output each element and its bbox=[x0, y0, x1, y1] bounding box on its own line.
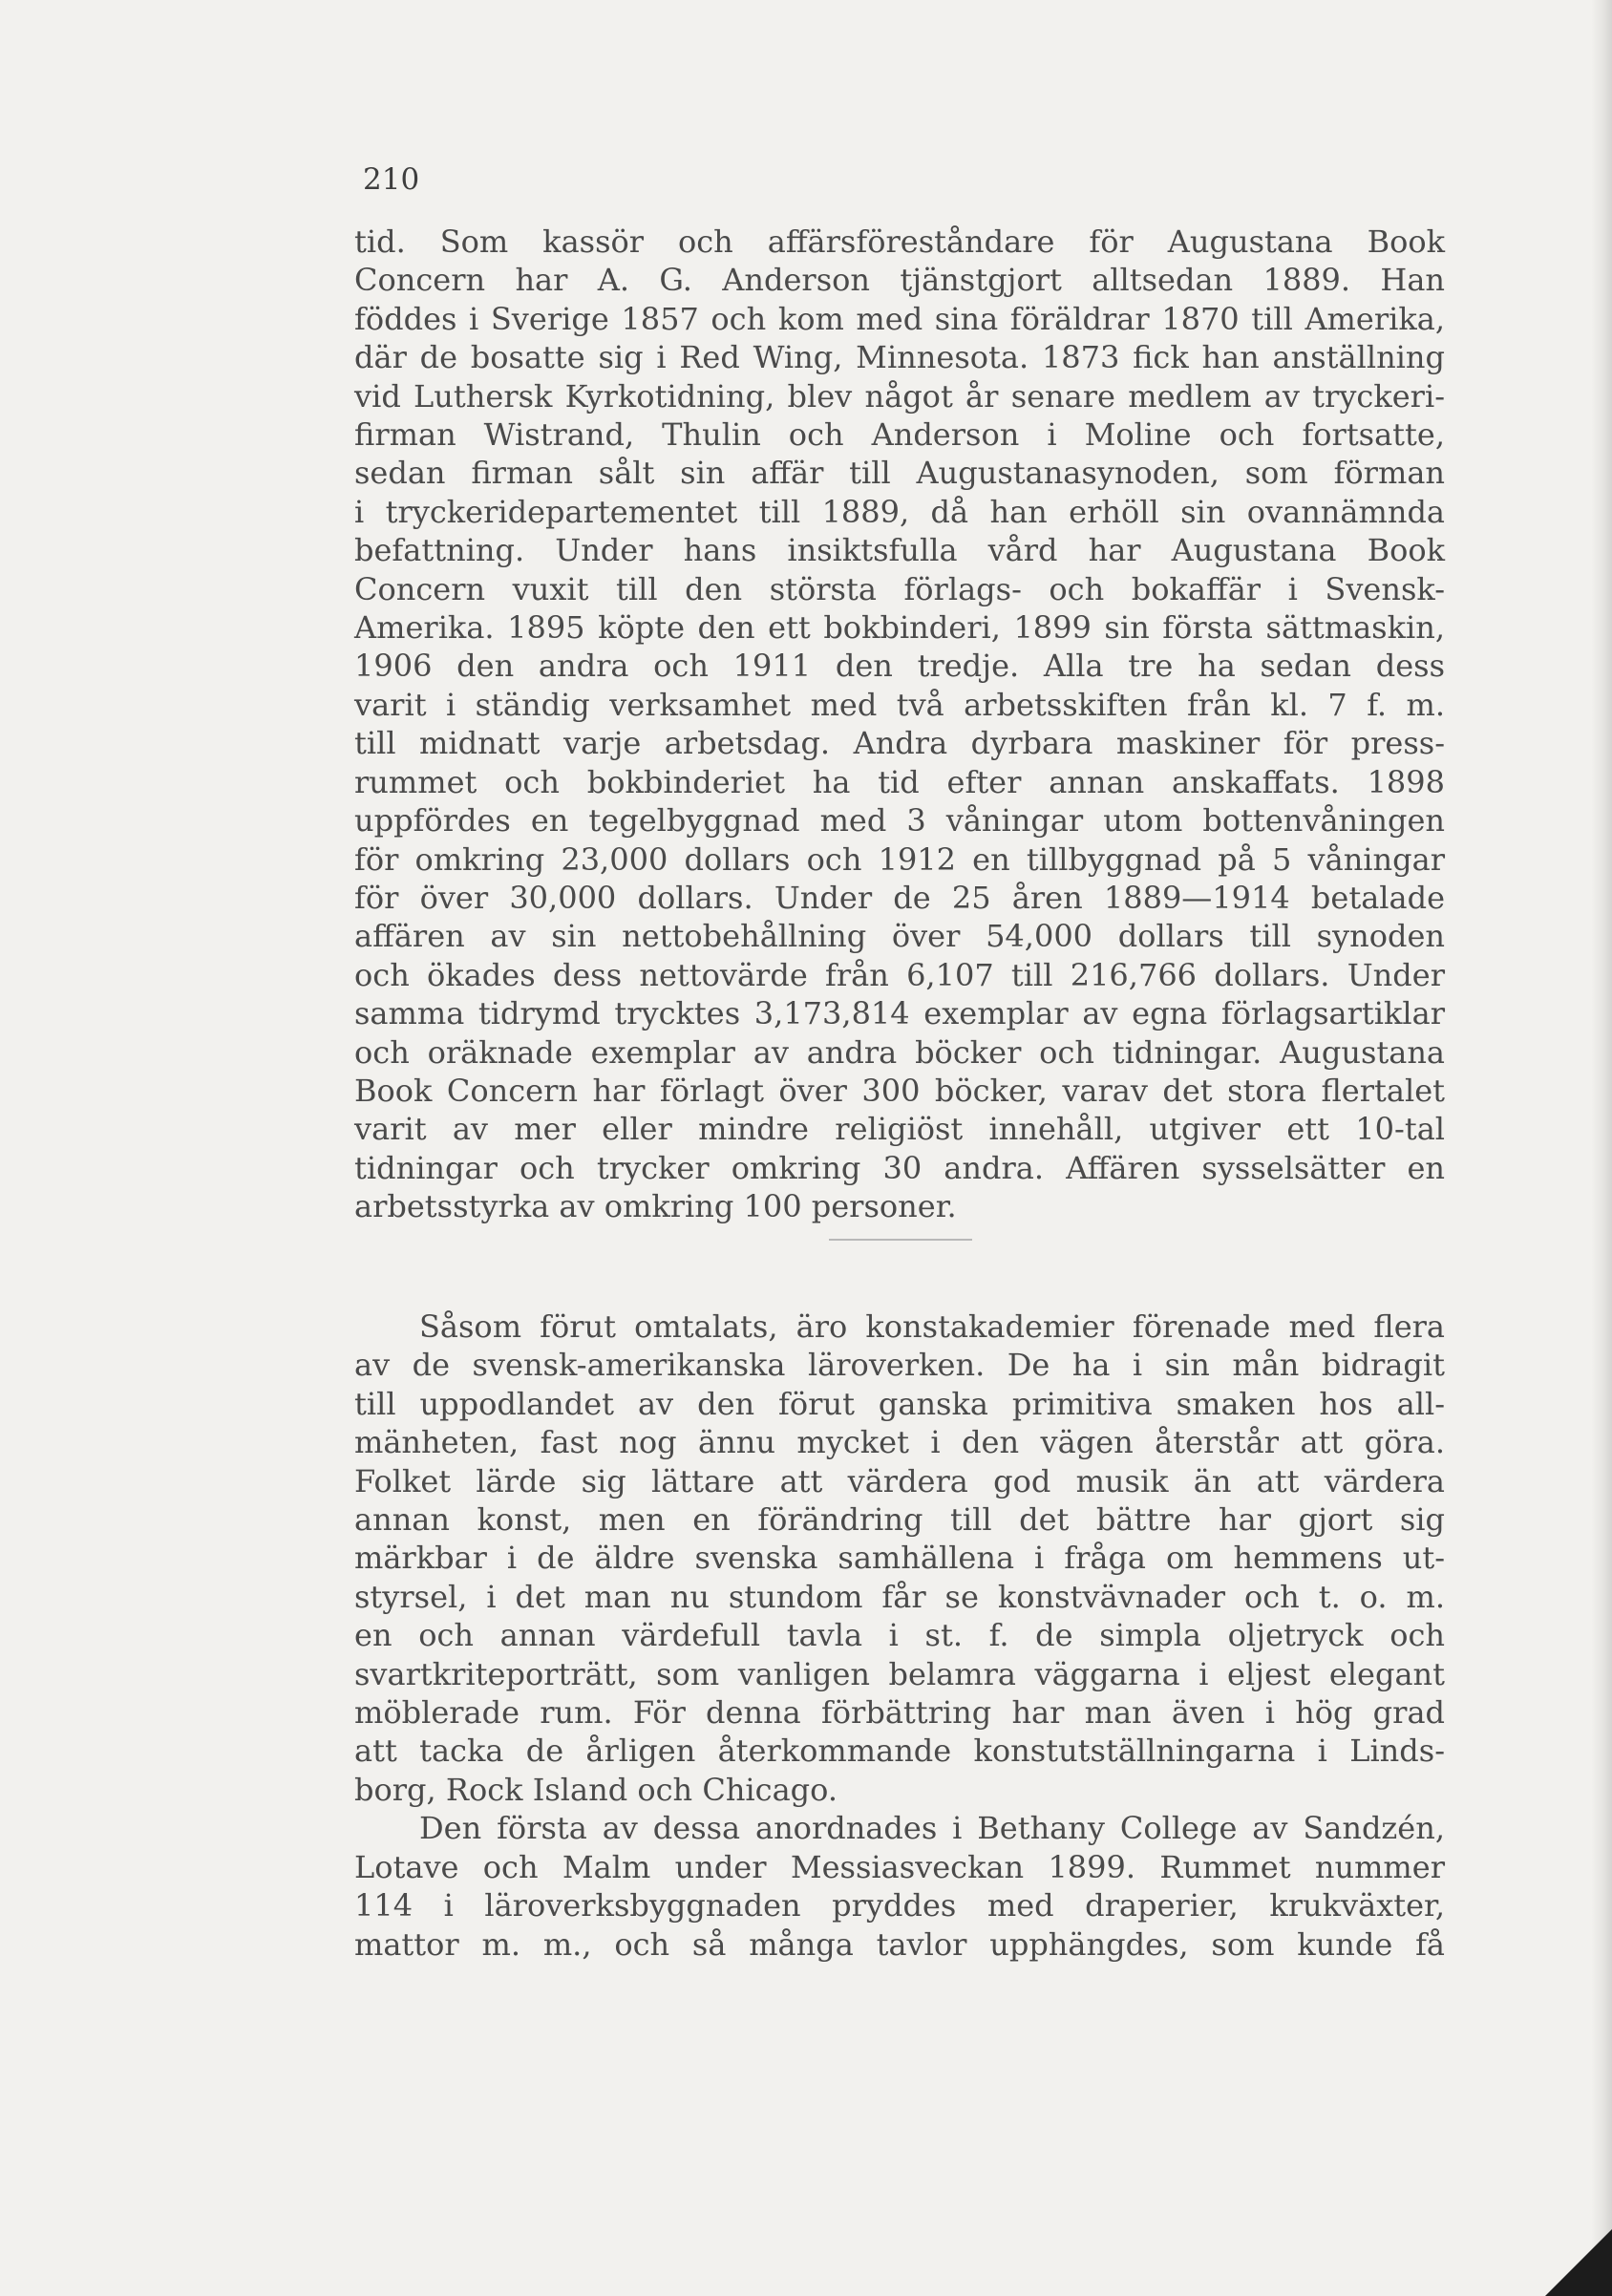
text-line: rummet och bokbinderiet ha tid efter annan anskaffats. 1898 bbox=[354, 763, 1445, 800]
text-line: mattor m. m., och så många tavlor upphängdes, som kunde få bbox=[354, 1925, 1445, 1963]
page-corner-mark bbox=[1545, 2229, 1612, 2296]
page-number: 210 bbox=[363, 162, 420, 197]
text-line: till midnatt varje arbetsdag. Andra dyrbara maskiner för press- bbox=[354, 725, 1445, 762]
text-line: uppfördes en tegelbyggnad med 3 våningar utom bottenvåningen bbox=[354, 802, 1445, 840]
text-line: varit av mer eller mindre religiöst innehåll, utgiver ett 10-tal bbox=[354, 1111, 1445, 1148]
text-line: föddes i Sverige 1857 och kom med sina föräldrar 1870 till Amerika, bbox=[354, 300, 1445, 337]
text-line: varit i ständig verksamhet med två arbetsskiften från kl. 7 f. m. bbox=[354, 686, 1445, 723]
text-line: styrsel, i det man nu stundom får se konstvävnader och t. o. m. bbox=[354, 1578, 1445, 1615]
page-edge-shadow bbox=[1591, 0, 1612, 2296]
text-line: Book Concern har förlagt över 300 böcker, varav det stora flertalet bbox=[354, 1072, 1445, 1109]
text-line: för omkring 23,000 dollars och 1912 en tillbyggnad på 5 våningar bbox=[354, 840, 1445, 878]
text-line: märkbar i de äldre svenska samhällena i fråga om hemmens ut- bbox=[354, 1540, 1445, 1577]
text-line: Amerika. 1895 köpte den ett bokbinderi, 1899 sin första sättmaskin, bbox=[354, 609, 1445, 647]
text-line: en och annan värdefull tavla i st. f. de simpla oljetryck och bbox=[354, 1617, 1445, 1654]
paragraph-book-concern bbox=[354, 223, 1445, 1226]
text-line: firman Wistrand, Thulin och Anderson i Moline och fortsatte, bbox=[354, 416, 1445, 454]
text-line: mänheten, fast nog ännu mycket i den vägen återstår att göra. bbox=[354, 1424, 1445, 1461]
text-line: Såsom förut omtalats, äro konstakademier förenade med flera bbox=[419, 1308, 1445, 1345]
text-line: tidningar och trycker omkring 30 andra. Affären sysselsätter en bbox=[354, 1149, 1445, 1186]
text-line: och oräknade exemplar av andra böcker och tidningar. Augustana bbox=[354, 1033, 1445, 1071]
text-line: till uppodlandet av den förut ganska primitiva smaken hos all- bbox=[354, 1385, 1445, 1422]
text-line: borg, Rock Island och Chicago. bbox=[354, 1771, 838, 1808]
text-line: och ökades dess nettovärde från 6,107 till 216,766 dollars. Under bbox=[354, 956, 1445, 993]
text-line: i tryckeridepartementet till 1889, då han erhöll sin ovannämnda bbox=[354, 493, 1445, 530]
text-line: Den första av dessa anordnades i Bethany College av Sandzén, bbox=[419, 1810, 1445, 1847]
text-line: sedan firman sålt sin affär till Augustanasynoden, som förman bbox=[354, 455, 1445, 492]
text-line: möblerade rum. För denna förbättring har man även i hög grad bbox=[354, 1694, 1445, 1732]
text-line: befattning. Under hans insiktsfulla vård har Augustana Book bbox=[354, 532, 1445, 569]
text-line: för över 30,000 dollars. Under de 25 åren 1889—1914 betalade bbox=[354, 879, 1445, 916]
paragraph-art-exhibitions bbox=[354, 1307, 1445, 1964]
text-line: av de svensk-amerikanska läroverken. De ha i sin mån bidragit bbox=[354, 1347, 1445, 1384]
text-line: där de bosatte sig i Red Wing, Minnesota. 1873 fick han anställning bbox=[354, 339, 1445, 376]
text-line: svartkriteporträtt, som vanligen belamra väggarna i eljest elegant bbox=[354, 1655, 1445, 1692]
text-line: Folket lärde sig lättare att värdera god musik än att värdera bbox=[354, 1462, 1445, 1499]
text-line: tid. Som kassör och affärsföreståndare för Augustana Book bbox=[354, 223, 1445, 260]
text-line: annan konst, men en förändring till det bättre har gjort sig bbox=[354, 1501, 1445, 1539]
text-line: 1906 den andra och 1911 den tredje. Alla tre ha sedan dess bbox=[354, 648, 1445, 685]
text-line: arbetsstyrka av omkring 100 personer. bbox=[354, 1188, 957, 1225]
text-line: affären av sin nettobehållning över 54,000 dollars till synoden bbox=[354, 918, 1445, 955]
text-line: samma tidrymd trycktes 3,173,814 exemplar av egna förlagsartiklar bbox=[354, 995, 1445, 1032]
text-line: Lotave och Malm under Messiasveckan 1899. Rummet nummer bbox=[354, 1848, 1445, 1885]
text-line: vid Luthersk Kyrkotidning, blev något år senare medlem av tryckeri- bbox=[354, 377, 1445, 415]
text-line: att tacka de årligen återkommande konstutställningarna i Linds- bbox=[354, 1733, 1445, 1770]
text-line: Concern vuxit till den största förlags- och bokaffär i Svensk- bbox=[354, 570, 1445, 607]
section-divider bbox=[829, 1239, 972, 1241]
text-line: 114 i läroverksbyggnaden pryddes med draperier, krukväxter, bbox=[354, 1887, 1445, 1924]
text-line: Concern har A. G. Anderson tjänstgjort alltsedan 1889. Han bbox=[354, 262, 1445, 299]
